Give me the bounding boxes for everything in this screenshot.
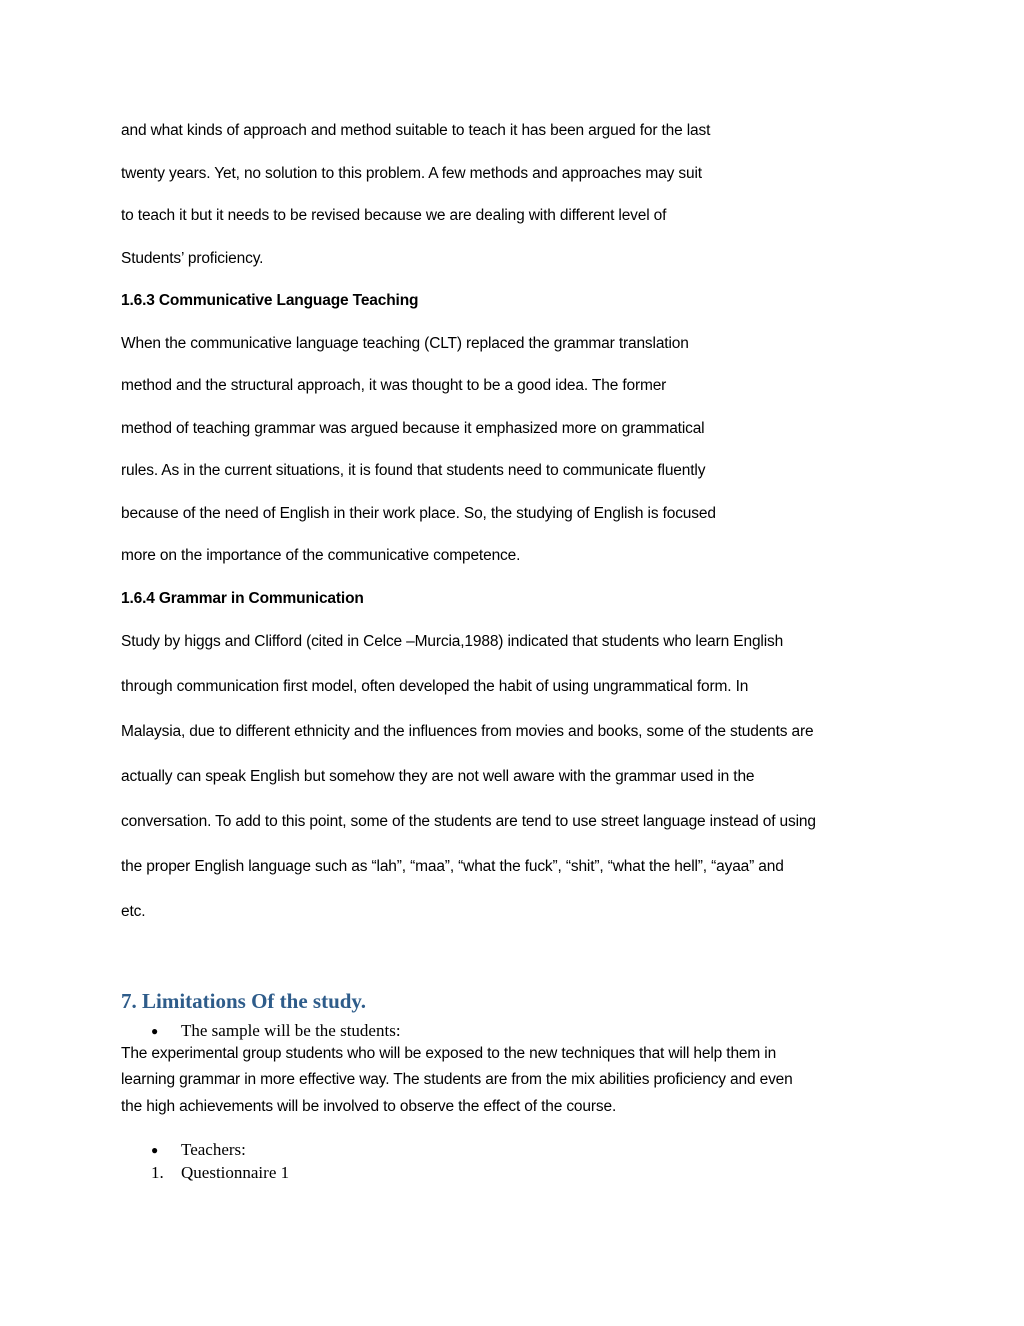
paragraph-line: the proper English language such as “lah”, “maa”, “what the fuck”, “shit”, “what the hell”, “ayaa” and	[121, 858, 784, 875]
paragraph-line: Study by higgs and Clifford (cited in Celce –Murcia,1988) indicated that students who learn English	[121, 633, 784, 650]
paragraph-line: actually can speak English but somehow they are not well aware with the grammar used in the	[121, 768, 755, 785]
bullet-item-teachers: Teachers:	[181, 1140, 246, 1159]
section-heading-limitations: 7. Limitations Of the study.	[121, 989, 367, 1013]
paragraph-line: more on the importance of the communicative competence.	[121, 547, 521, 564]
paragraph-line: conversation. To add to this point, some of the students are tend to use street language instead of using	[121, 813, 816, 830]
paragraph-line: The experimental group students who will be exposed to the new techniques that will help them in	[121, 1045, 777, 1062]
paragraph-line: Students’ proficiency.	[121, 250, 264, 267]
paragraph-line: to teach it but it needs to be revised because we are dealing with different level of	[121, 207, 667, 224]
paragraph-line: and what kinds of approach and method suitable to teach it has been argued for the last	[121, 122, 711, 139]
paragraph-line: When the communicative language teaching (CLT) replaced the grammar translation	[121, 335, 689, 352]
paragraph-line: Malaysia, due to different ethnicity and the influences from movies and books, some of the students are	[121, 723, 814, 740]
paragraph-line: etc.	[121, 903, 146, 920]
bullet-dot-icon: ●	[151, 1143, 159, 1157]
paragraph-line: twenty years. Yet, no solution to this problem. A few methods and approaches may suit	[121, 165, 702, 182]
paragraph-line: through communication first model, often developed the habit of using ungrammatical form. In	[121, 678, 749, 695]
paragraph-line: rules. As in the current situations, it is found that students need to communicate fluently	[121, 462, 706, 479]
paragraph-line: method of teaching grammar was argued because it emphasized more on grammatical	[121, 420, 705, 437]
paragraph-line: because of the need of English in their work place. So, the studying of English is focused	[121, 505, 716, 522]
paragraph-line: method and the structural approach, it was thought to be a good idea. The former	[121, 377, 667, 394]
bullet-item-sample: The sample will be the students:	[181, 1021, 401, 1040]
bullet-dot-icon: ●	[151, 1024, 159, 1038]
paragraph-line: learning grammar in more effective way. The students are from the mix abilities proficiency and even	[121, 1071, 793, 1088]
numbered-item-number: 1.	[151, 1163, 164, 1182]
paragraph-line: the high achievements will be involved to observe the effect of the course.	[121, 1098, 617, 1115]
subsection-heading-163: 1.6.3 Communicative Language Teaching	[121, 292, 419, 309]
numbered-item-questionnaire: Questionnaire 1	[181, 1163, 290, 1182]
subsection-heading-164: 1.6.4 Grammar in Communication	[121, 590, 364, 607]
